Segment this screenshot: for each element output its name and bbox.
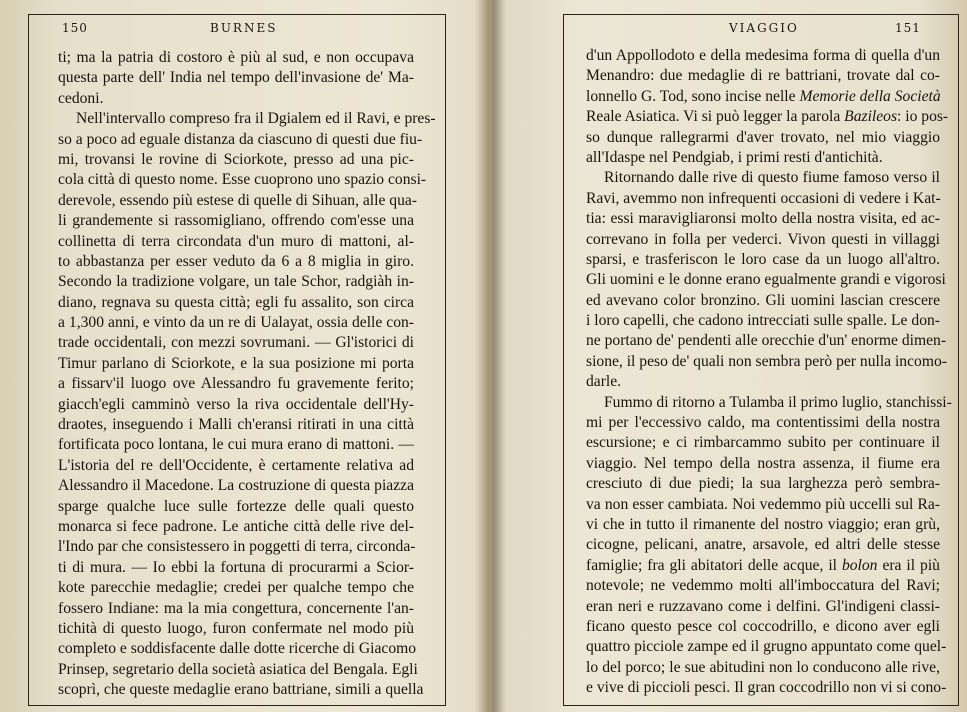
text-line: Secondo la tradizione volgare, un tale Schor, radgiàh in-: [58, 273, 414, 291]
text-line: darle.: [586, 373, 622, 391]
text-line: Menandro: due medaglie di re battriani, trovate dal co-: [586, 67, 940, 85]
text-line: i loro capelli, che cadono intrecciati sulle spalle. Le don-: [586, 312, 940, 330]
text-line: sparsi, e trasferiscon le loro case da un luogo all'altro.: [586, 250, 940, 268]
text-line: ti; ma la patria di costoro è più al sud, e non occupava: [58, 49, 414, 66]
text-line: vi che in tutto il rimanente del nostro viaggio; eran grù,: [586, 515, 940, 533]
text-line: sparge qualche luce sulle fortezze delle quali questo: [58, 497, 414, 515]
text-line: l'Indo par che consistessero in poggetti di terra, circonda-: [58, 538, 416, 556]
text-line: ti di mura. — Io ebbi la fortuna di procurarmi a Scior-: [58, 558, 414, 576]
left-page-text: [58, 48, 436, 701]
left-page-number: 150: [62, 21, 88, 35]
text-line: cicogne, pelicani, anatre, arsavole, ed altri delle stesse: [586, 536, 940, 554]
text-line: escursione; e ci rimbarcammo subito per continuare il: [586, 434, 940, 452]
text-line: ed avevano color bronzino. Gli uomini lascian crescere: [586, 291, 940, 309]
text-line: all'Idaspe nel Pendgiab, i primi resti d'antichità.: [586, 148, 883, 166]
text-line: a fissarv'il luogo ove Alessandro fu gravemente ferito;: [58, 375, 414, 393]
text-line: collinetta di terra circondata d'un muro di mattoni, al-: [58, 232, 414, 250]
text-line: e vive di piccioli pesci. Il gran coccodrillo non vi si cono-: [586, 679, 947, 697]
text-line: va non esser cambiata. Noi vedemmo più uccelli sul Ra-: [586, 495, 940, 513]
text-line: quattro picciole zampe ed il grugno appuntato come quel-: [586, 638, 947, 656]
text-line: trade occidentali, con mezzi sovrumani. — Gl'istorici di: [58, 334, 414, 352]
text-line: lo del porco; le sue abitudini non lo conducono alle rive,: [586, 658, 940, 676]
text-line: L'istoria del re dell'Occidente, è certamente relativa ad: [58, 456, 414, 474]
text-line: tichità di questo luogo, furon confermate nel modo più: [58, 619, 414, 637]
text-line: Ritornando dalle rive di questo fiume famoso verso il: [604, 169, 940, 187]
text-line: so a poco ad eguale distanza da ciascuno di questi due fiu-: [58, 130, 423, 148]
text-line: Alessandro il Macedone. La costruzione di questa piazza: [58, 477, 414, 495]
text-line: Nell'intervallo compreso fra il Dgialem ed il Ravi, e pres-: [76, 110, 436, 128]
text-line: famiglie; fra gli abitatori delle acque, il bolon era il più: [586, 556, 940, 574]
text-line: cresciuto di due piedi; la sua larghezza però sembra-: [586, 475, 940, 493]
text-line: mi, trovansi le rovine di Sciorkote, presso ad una pic-: [58, 150, 414, 168]
text-line: diano, regnava su questa città; egli fu assalito, son circa: [58, 293, 414, 311]
text-line: lonnello G. Tod, sono incise nelle Memorie della Società: [586, 87, 941, 105]
text-line: fortificata poco lontana, le cui mura erano di mattoni. —: [58, 436, 414, 454]
text-line: d'un Appollodoto e della medesima forma di quella d'un: [586, 47, 940, 64]
text-line: a 1,300 anni, e vinto da un re di Ualayat, ossia delle con-: [58, 314, 414, 332]
text-line: Gli uomini e le donne erano egualmente grandi e vigorosi: [586, 271, 946, 289]
text-line: mi per l'eccessivo caldo, ma contentissimi della nostra: [586, 414, 940, 432]
text-line: notevole; ne vedemmo molti all'imboccatura del Ravi;: [586, 577, 940, 595]
text-line: derevole, essendo più estese di quelle di Sihuan, alle qua-: [58, 191, 417, 209]
text-line: Prinsep, segretario della società asiatica del Bengala. Egli: [58, 660, 418, 678]
text-line: fossero Indiane: ma la mia congettura, concernente l'an-: [58, 599, 414, 617]
text-line: cedoni.: [58, 89, 104, 107]
right-page-number: 151: [895, 21, 921, 35]
text-line: giacch'egli camminò verso la riva occidentale dell'Hy-: [58, 395, 414, 413]
left-running-head: BURNES: [210, 21, 278, 35]
text-line: kote parecchie medaglie; credei per qualche tempo che: [58, 579, 414, 597]
text-line: cola città di questo nome. Esse cuoprono uno spazio consi-: [58, 171, 427, 189]
text-line: Ravi, avemmo non infrequenti occasioni di vedere i Kat-: [586, 189, 941, 207]
right-page: [500, 0, 967, 712]
text-line: sione, il peso de' quali non sembra però per nulla incomo-: [586, 352, 947, 370]
text-line: tia: essi maravigliaronsi molto della nostra visita, ed ac-: [586, 210, 940, 228]
text-line: ne portano de' pendenti alle orecchie d'un' enorme dimen-: [586, 332, 947, 350]
text-line: Fummo di ritorno a Tulamba il primo luglio, stanchissi-: [604, 393, 952, 411]
text-line: Reale Asiatica. Vi si può legger la parola Bazileos: io pos-: [586, 108, 949, 126]
text-line: monarca si fece padrone. Le antiche città delle rive del-: [58, 517, 414, 535]
text-line: li grandemente si rassomigliano, offrendo com'esse una: [58, 212, 414, 230]
text-line: eran neri e ruzzavano come i delfini. Gl'indigeni classi-: [586, 597, 940, 615]
text-line: to abbastanza per esser veduto da 6 a 8 miglia in giro.: [58, 252, 414, 270]
text-line: scoprì, che queste medaglie erano battriane, simili a quella: [58, 681, 424, 699]
right-page-text: [586, 46, 952, 699]
text-line: correvano in folla per vederci. Vivon questi in villaggi: [586, 230, 940, 248]
text-line: Timur parlano di Sciorkote, e la sua posizione mi porta: [58, 354, 414, 372]
text-line: completo e soddisfacente dalle dotte ricerche di Giacomo: [58, 640, 417, 658]
right-running-head: VIAGGIO: [729, 21, 799, 35]
text-line: questa parte dell' India nel tempo dell'invasione de' Ma-: [58, 69, 414, 87]
text-line: draotes, inseguendo i Malli ch'eransi ritirati in una città: [58, 416, 414, 434]
text-line: viaggio. Nel tempo della nostra assenza, il fiume era: [586, 454, 940, 472]
text-line: ficano questo pesce col coccodrillo, e dicono aver egli: [586, 617, 940, 635]
text-line: so dunque rallegrarmi d'aver trovato, nel mio viaggio: [586, 128, 940, 146]
